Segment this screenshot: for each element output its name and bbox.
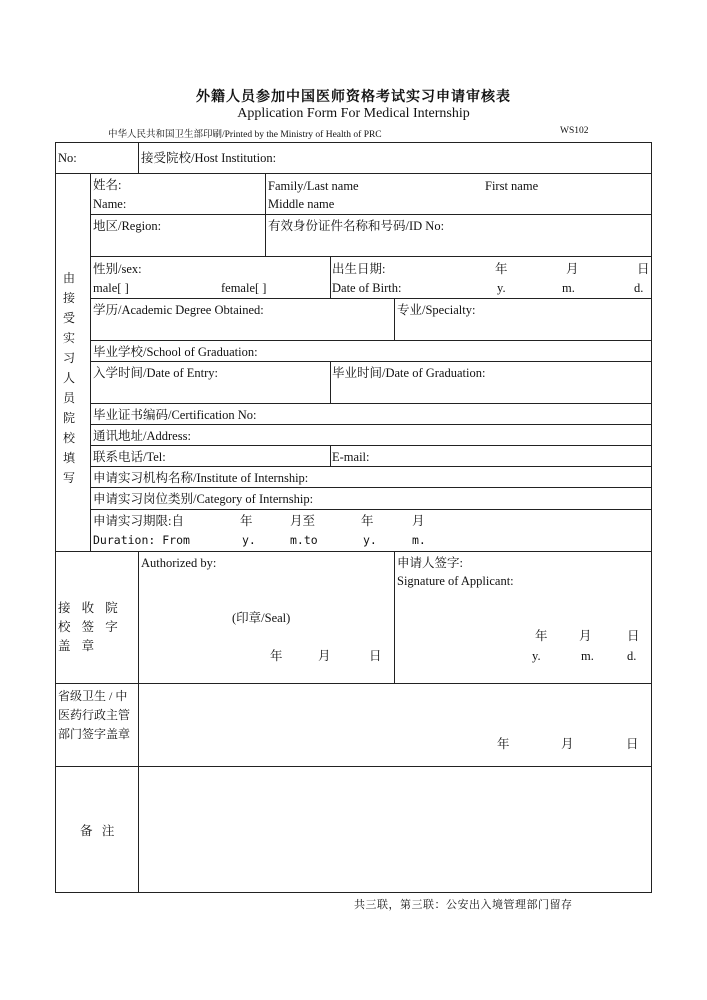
graduation-date-label: 毕业时间/Date of Graduation: [332,366,486,380]
duration-start-month-cn: 月至 [290,514,316,528]
provincial-day: 日 [626,737,639,751]
female-checkbox-label: female[ ] [221,281,267,295]
provincial-authority-label: 省级卫生 / 中医药行政主管部门签字盖章 [58,689,131,741]
duration-start-year-cn: 年 [240,514,253,528]
tel-label: 联系电话/Tel: [93,450,166,464]
sex-label: 性别/sex: [93,262,142,276]
applicant-sign-month-cn: 月 [579,629,592,643]
degree-label: 学历/Academic Degree Obtained: [93,303,264,317]
email-label: E-mail: [332,450,370,464]
no-label: No: [58,151,77,165]
name-label-cn: 姓名: [93,178,122,192]
printed-by: 中华人民共和国卫生部印刷/Printed by the Ministry of Health of PRC [108,130,382,140]
seal-label: (印章/Seal) [232,611,291,625]
first-name-label: First name [485,179,539,193]
form-code: WS102 [560,126,589,136]
certification-label: 毕业证书编码/Certification No: [93,408,257,422]
entry-date-label: 入学时间/Date of Entry: [93,366,218,380]
side-label-applicant-institution: 由 接 受 实 习 人 员 院 校 填 写 [62,271,75,485]
dob-day-cn: 日 [637,262,650,276]
remarks-label: 备 注 [80,824,115,838]
dob-label-cn: 出生日期: [332,262,386,276]
applicant-sign-year-cn: 年 [535,629,548,643]
applicant-sign-month-en: m. [581,649,594,663]
dob-label-en: Date of Birth: [332,281,402,295]
duration-end-month-cn: 月 [412,514,425,528]
provincial-year: 年 [497,737,510,751]
family-name-label: Family/Last name [268,179,359,193]
dob-month-cn: 月 [566,262,579,276]
authorized-by-label: Authorized by: [141,556,217,570]
category-label: 申请实习岗位类别/Category of Internship: [93,492,314,506]
host-sign-month: 月 [318,649,331,663]
dob-day-en: d. [634,281,644,295]
applicant-sign-day-cn: 日 [627,629,640,643]
form-title-en: Application Form For Medical Internship [237,106,470,121]
male-checkbox-label: male[ ] [93,281,129,295]
duration-label-cn: 申请实习期限:自 [93,514,184,528]
host-sign-day: 日 [369,649,382,663]
duration-start-year-en: y. [242,533,256,547]
applicant-sign-day-en: d. [627,649,637,663]
specialty-label: 专业/Specialty: [397,303,476,317]
duration-end-year-cn: 年 [361,514,374,528]
id-no-label: 有效身份证件名称和号码/ID No: [268,219,445,233]
dob-year-cn: 年 [495,262,508,276]
school-label: 毕业学校/School of Graduation: [93,345,258,359]
applicant-sign-year-en: y. [532,649,541,663]
institute-label: 申请实习机构名称/Institute of Internship: [93,471,309,485]
form-title-cn: 外籍人员参加中国医师资格考试实习申请审核表 [196,90,511,105]
dob-month-en: m. [562,281,575,295]
address-label: 通讯地址/Address: [93,429,191,443]
middle-name-label: Middle name [268,197,335,211]
duration-start-month-en: m.to [290,533,318,547]
dob-year-en: y. [497,281,506,295]
name-label-en: Name: [93,197,127,211]
provincial-month: 月 [561,737,574,751]
duration-end-month-en: m. [412,533,426,547]
duration-label-en: Duration: From [93,533,190,547]
footer-note: 共三联，第三联：公安出入境管理部门留存 [354,899,573,911]
host-sign-label: 接 收 院 校 签 字 盖 章 [58,601,122,653]
duration-end-year-en: y. [363,533,377,547]
host-institution-label: 接受院校/Host Institution: [141,151,277,165]
applicant-sign-label-cn: 申请人签字: [397,556,463,570]
applicant-sign-label-en: Signature of Applicant: [397,574,514,588]
host-sign-year: 年 [270,649,283,663]
region-label: 地区/Region: [93,219,162,233]
